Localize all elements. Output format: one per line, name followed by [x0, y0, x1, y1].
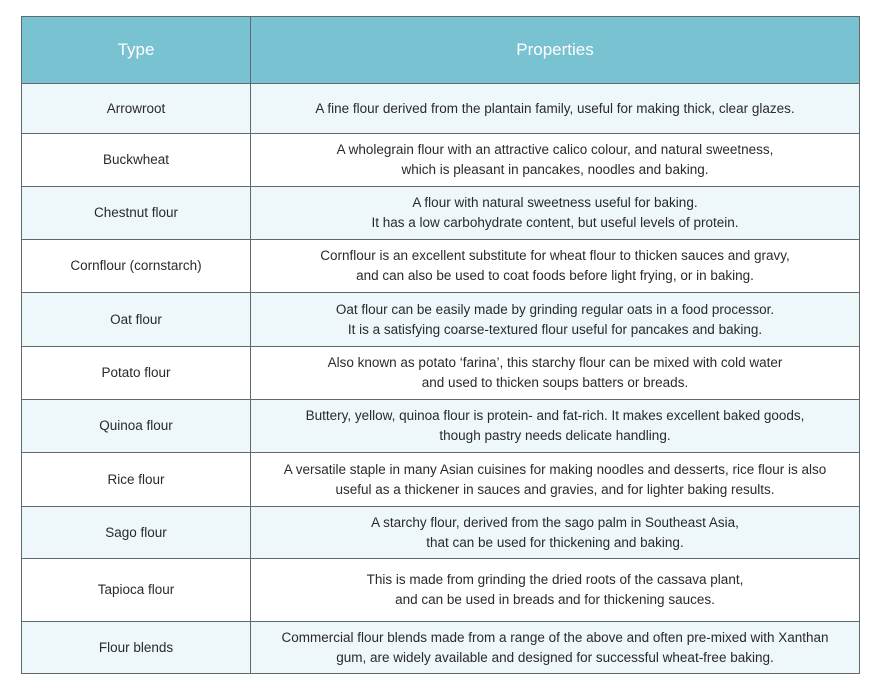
properties-text [372, 193, 739, 233]
properties-line: A wholegrain flour with an attractive calico colour, and natural sweetness, [336, 142, 774, 157]
properties-line: though pastry needs delicate handling. [439, 428, 671, 443]
cell-type: Buckwheat [22, 134, 251, 187]
table-row [22, 84, 860, 134]
properties-line: that can be used for thickening and baking. [426, 534, 684, 550]
table-row [22, 453, 860, 507]
properties-line: Oat flour can be easily made by grinding regular oats in a food processor. [335, 301, 775, 317]
properties-text [336, 300, 774, 340]
properties-line: and can be used in breads and for thickening sauces. [395, 592, 715, 607]
table-row [22, 559, 860, 622]
properties-line: A starchy flour, derived from the sago palm in Southeast Asia, [371, 514, 739, 530]
properties-line: A versatile staple in many Asian cuisines for making noodles and desserts, rice flour is also [283, 461, 827, 477]
cell-type: Potato flour [22, 347, 251, 400]
cell-properties [251, 134, 860, 187]
table-row [22, 134, 860, 187]
properties-text [367, 570, 744, 610]
cell-properties [251, 622, 860, 674]
cell-properties [251, 187, 860, 240]
table-row [22, 293, 860, 347]
cell-properties [251, 400, 860, 453]
cell-type: Tapioca flour [22, 559, 251, 622]
table-row [22, 507, 860, 559]
cell-properties [251, 347, 860, 400]
cell-type: Arrowroot [22, 84, 251, 134]
properties-text [328, 353, 783, 393]
table-row [22, 400, 860, 453]
cell-type: Oat flour [22, 293, 251, 347]
cell-properties [251, 559, 860, 622]
properties-line: gum, are widely available and designed for successful wheat-free baking. [336, 649, 774, 665]
properties-line: It is a satisfying coarse-textured flour useful for pancakes and baking. [347, 321, 763, 337]
cell-properties [251, 84, 860, 134]
properties-text [320, 246, 790, 286]
cell-properties [251, 507, 860, 559]
cell-type: Chestnut flour [22, 187, 251, 240]
table-row [22, 622, 860, 674]
properties-line: Cornflour is an excellent substitute for wheat flour to thicken sauces and gravy, [320, 248, 790, 263]
properties-line: and can also be used to coat foods before light frying, or in baking. [356, 268, 754, 283]
properties-text [306, 406, 805, 446]
flour-properties-table [21, 16, 860, 674]
properties-line: This is made from grinding the dried roots of the cassava plant, [366, 572, 744, 587]
properties-line: Buttery, yellow, quinoa flour is protein- and fat-rich. It makes excellent baked goods, [305, 408, 805, 423]
cell-type: Rice flour [22, 453, 251, 507]
cell-properties [251, 293, 860, 347]
properties-line: It has a low carbohydrate content, but useful levels of protein. [371, 215, 739, 230]
cell-type: Sago flour [22, 507, 251, 559]
header-properties: Properties [251, 17, 860, 84]
cell-type: Quinoa flour [22, 400, 251, 453]
properties-line: A fine flour derived from the plantain family, useful for making thick, clear glazes. [315, 100, 795, 116]
properties-text [371, 513, 739, 553]
properties-line: useful as a thickener in sauces and gravies, and for lighter baking results. [335, 481, 775, 497]
cell-type: Flour blends [22, 622, 251, 674]
properties-text [315, 99, 794, 119]
properties-line: A flour with natural sweetness useful for baking. [412, 195, 698, 210]
cell-properties [251, 240, 860, 293]
cell-type: Cornflour (cornstarch) [22, 240, 251, 293]
properties-line: which is pleasant in pancakes, noodles and baking. [401, 162, 709, 177]
table-row [22, 187, 860, 240]
properties-text [337, 140, 774, 180]
table-body [22, 84, 860, 674]
properties-text [284, 460, 827, 500]
properties-text [281, 628, 828, 668]
table-row [22, 240, 860, 293]
cell-properties [251, 453, 860, 507]
properties-line: and used to thicken soups batters or breads. [421, 375, 689, 390]
properties-line: Also known as potato ‘farina’, this starchy flour can be mixed with cold water [327, 355, 783, 370]
properties-line: Commercial flour blends made from a range of the above and often pre-mixed with Xanthan [281, 629, 829, 645]
table-header-row [22, 17, 860, 84]
header-type: Type [22, 17, 251, 84]
table-row [22, 347, 860, 400]
